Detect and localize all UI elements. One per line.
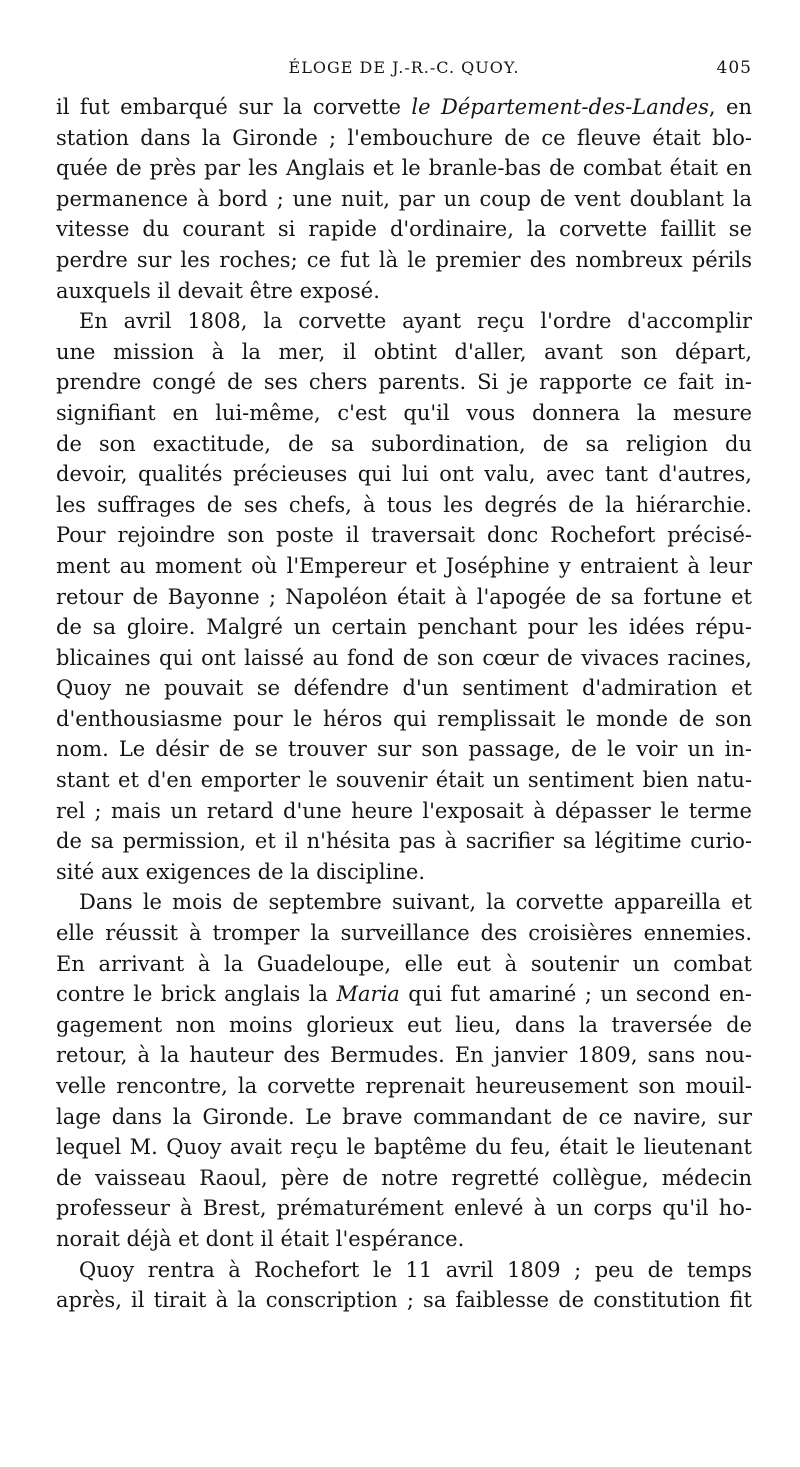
text-line bbox=[56, 1102, 752, 1133]
text-segment: Pour rejoindre son poste il traversait donc Rochefort précisé- bbox=[56, 523, 752, 548]
text-segment: , en bbox=[708, 95, 752, 119]
book-page bbox=[56, 52, 752, 1452]
text-line bbox=[56, 1071, 752, 1102]
text-line bbox=[56, 276, 752, 307]
text-segment: velle rencontre, la corvette reprenait heureusement son mouil- bbox=[56, 1074, 752, 1098]
text-segment: norait déjà et dont il était l'espérance. bbox=[56, 1226, 465, 1251]
text-segment: il fut embarqué sur la corvette bbox=[56, 95, 412, 119]
text-line bbox=[56, 1224, 752, 1255]
italic-name: le Département-des-Landes bbox=[411, 95, 709, 119]
text-segment: sité aux exigences de la discipline. bbox=[56, 859, 425, 884]
text-line bbox=[56, 490, 752, 521]
text-segment: professeur à Brest, prématurément enlevé à un corps qu'il ho- bbox=[56, 1196, 752, 1221]
text-line bbox=[56, 520, 752, 551]
text-line bbox=[56, 153, 752, 184]
running-title: ÉLOGE DE J.-R.-C. QUOY. bbox=[288, 58, 520, 77]
page-number: 405 bbox=[716, 58, 752, 78]
text-line bbox=[56, 734, 752, 765]
text-line bbox=[56, 1285, 752, 1316]
text-line bbox=[56, 306, 752, 337]
text-segment: vitesse du courant si rapide d'ordinaire, la corvette faillit se bbox=[56, 217, 752, 242]
text-segment: retour, à la hauteur des Bermudes. En janvier 1809, sans nou- bbox=[56, 1043, 752, 1068]
text-segment: de sa gloire. Malgré un certain penchant pour les idées répu- bbox=[56, 615, 752, 640]
text-line bbox=[56, 887, 752, 918]
text-line bbox=[56, 184, 752, 215]
text-line bbox=[56, 704, 752, 735]
body-text bbox=[56, 92, 752, 1316]
text-line bbox=[56, 826, 752, 857]
text-line bbox=[56, 918, 752, 949]
text-line bbox=[56, 796, 752, 827]
text-segment: Quoy rentra à Rochefort le 11 avril 1809 ; peu de temps bbox=[79, 1257, 752, 1282]
text-segment: auxquels il devait être exposé. bbox=[56, 278, 380, 303]
text-segment: de sa permission, et il n'hésita pas à sacrifier sa légitime curio- bbox=[56, 829, 752, 854]
text-line bbox=[56, 949, 752, 980]
text-segment: Dans le mois de septembre suivant, la corvette appareilla et bbox=[79, 890, 752, 915]
text-segment: une mission à la mer, il obtint d'aller, avant son départ, bbox=[56, 339, 752, 364]
italic-name: Maria bbox=[336, 982, 400, 1007]
text-line bbox=[56, 612, 752, 643]
text-line bbox=[56, 643, 752, 674]
text-line bbox=[56, 1132, 752, 1163]
text-line bbox=[56, 582, 752, 613]
text-line bbox=[56, 245, 752, 276]
text-line bbox=[56, 857, 752, 888]
text-line bbox=[56, 673, 752, 704]
text-line bbox=[56, 1010, 752, 1041]
text-segment: retour de Bayonne ; Napoléon était à l'apogée de sa fortune et bbox=[56, 584, 752, 609]
text-line bbox=[56, 367, 752, 398]
text-line bbox=[56, 214, 752, 245]
text-segment: devoir, qualités précieuses qui lui ont valu, avec tant d'autres, bbox=[56, 462, 752, 487]
running-head bbox=[56, 52, 752, 92]
text-line bbox=[56, 1193, 752, 1224]
text-line bbox=[56, 979, 752, 1010]
text-segment: elle réussit à tromper la surveillance des croisières ennemies. bbox=[56, 921, 752, 946]
text-segment: de vaisseau Raoul, père de notre regretté collègue, médecin bbox=[56, 1165, 752, 1190]
text-segment: contre le brick anglais la bbox=[56, 982, 337, 1007]
text-line bbox=[56, 92, 752, 123]
text-segment: perdre sur les roches; ce fut là le premier des nombreux périls bbox=[56, 247, 752, 272]
text-line bbox=[56, 765, 752, 796]
text-segment: station dans la Gironde ; l'embouchure de ce fleuve était blo- bbox=[56, 125, 752, 150]
text-segment: de son exactitude, de sa subordination, de sa religion du bbox=[56, 431, 752, 456]
text-segment: En avril 1808, la corvette ayant reçu l'ordre d'accomplir bbox=[79, 309, 752, 334]
text-segment: rel ; mais un retard d'une heure l'exposait à dépasser le terme bbox=[56, 798, 752, 823]
text-line bbox=[56, 1255, 752, 1286]
text-segment: les suffrages de ses chefs, à tous les degrés de la hiérarchie. bbox=[56, 492, 752, 517]
text-line bbox=[56, 337, 752, 368]
text-line bbox=[56, 398, 752, 429]
text-segment: lequel M. Quoy avait reçu le baptême du feu, était le lieutenant bbox=[56, 1135, 752, 1160]
text-segment: prendre congé de ses chers parents. Si je rapporte ce fait in- bbox=[56, 370, 752, 395]
text-segment: blicaines qui ont laissé au fond de son cœur de vivaces racines, bbox=[56, 645, 752, 670]
text-segment: qui fut amariné ; un second en- bbox=[399, 982, 753, 1007]
text-line bbox=[56, 1163, 752, 1194]
text-line bbox=[56, 551, 752, 582]
text-line bbox=[56, 1040, 752, 1071]
text-segment: stant et d'en emporter le souvenir était un sentiment bien natu- bbox=[56, 768, 752, 793]
text-segment: Quoy ne pouvait se défendre d'un sentiment d'admiration et bbox=[56, 676, 752, 701]
text-segment: ment au moment où l'Empereur et Joséphine y entraient à leur bbox=[56, 553, 752, 578]
text-segment: nom. Le désir de se trouver sur son passage, de le voir un in- bbox=[56, 737, 752, 762]
text-segment: d'enthousiasme pour le héros qui remplissait le monde de son bbox=[56, 706, 752, 731]
text-segment: après, il tirait à la conscription ; sa faiblesse de constitution fit bbox=[56, 1288, 752, 1313]
text-segment: permanence à bord ; une nuit, par un coup de vent doublant la bbox=[56, 186, 752, 211]
text-segment: signifiant en lui-même, c'est qu'il vous donnera la mesure bbox=[56, 400, 752, 425]
text-segment: quée de près par les Anglais et le branle-bas de combat était en bbox=[56, 156, 752, 181]
text-line bbox=[56, 429, 752, 460]
text-line bbox=[56, 123, 752, 154]
text-segment: lage dans la Gironde. Le brave commandant de ce navire, sur bbox=[56, 1104, 752, 1129]
text-line bbox=[56, 459, 752, 490]
text-segment: En arrivant à la Guadeloupe, elle eut à soutenir un combat bbox=[56, 951, 752, 976]
text-segment: gagement non moins glorieux eut lieu, dans la traversée de bbox=[56, 1012, 752, 1037]
